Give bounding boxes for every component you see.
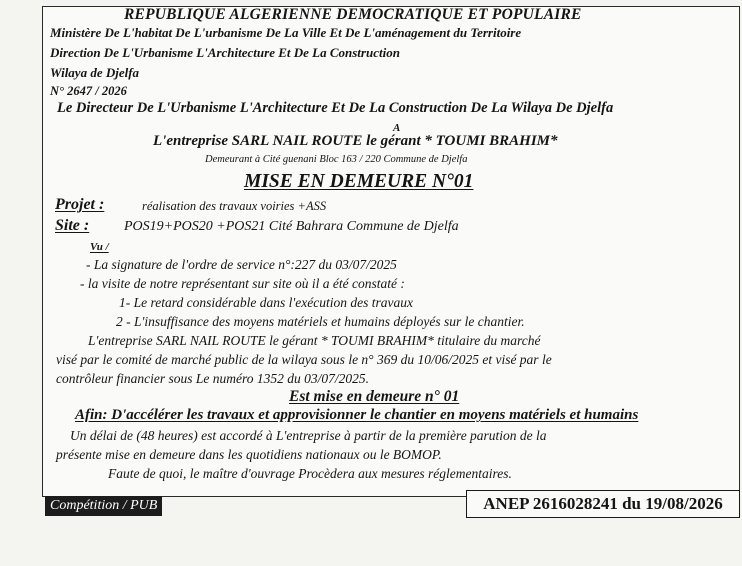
formal-notice: Est mise en demeure n° 01 xyxy=(289,388,460,405)
deadline-line: présente mise en demeure dans les quotidiens nationaux ou le BOMOP. xyxy=(56,447,442,462)
republic-title: REPUBLIQUE ALGERIENNE DEMOCRATIQUE ET POPULAIRE xyxy=(124,6,582,23)
to-word: A xyxy=(393,122,401,134)
notice-frame xyxy=(42,6,740,497)
body-paragraph-line: contrôleur financier sous Le numéro 1352 du 03/07/2025. xyxy=(56,371,369,386)
address-line: Demeurant à Cité guenani Bloc 163 / 220 Commune de Djelfa xyxy=(205,154,468,165)
project-value: réalisation des travaux voiries +ASS xyxy=(142,199,327,213)
site-label: Site : xyxy=(55,217,90,234)
closing-line: Faute de quoi, le maître d'ouvrage Procèdera aux mesures réglementaires. xyxy=(108,466,512,481)
recipient-line: L'entreprise SARL NAIL ROUTE le gérant * TOUMI BRAHIM* xyxy=(153,133,558,149)
consideration-line: 1- Le retard considérable dans l'exécution des travaux xyxy=(119,295,413,310)
site-value: POS19+POS20 +POS21 Cité Bahrara Commune de Djelfa xyxy=(124,219,459,234)
deadline-line: Un délai de (48 heures) est accordé à L'entreprise à partir de la première parution de la xyxy=(70,428,547,443)
consideration-line: - La signature de l'ordre de service n°:227 du 03/07/2025 xyxy=(86,257,397,272)
publication-badge: Compétition / PUB xyxy=(45,496,162,516)
wilaya-line: Wilaya de Djelfa xyxy=(50,65,140,80)
issuer-line: Le Directeur De L'Urbanisme L'Architecture Et De La Construction De La Wilaya De Djelfa xyxy=(57,100,614,116)
body-paragraph-line: visé par le comité de marché public de la wilaya sous le n° 369 du 10/06/2025 et visé par le xyxy=(56,352,552,367)
direction-line: Direction De L'Urbanisme L'Architecture Et De La Construction xyxy=(50,45,400,60)
ministry-line: Ministère De L'habitat De L'urbanisme De La Ville Et De L'aménagement du Territoire xyxy=(50,25,522,40)
purpose-line: Afin: D'accélérer les travaux et approvisionner le chantier en moyens matériels et humains xyxy=(75,407,639,423)
reference-number: N° 2647 / 2026 xyxy=(50,84,127,98)
vu-label: Vu / xyxy=(90,241,109,253)
consideration-line: 2 - L'insuffisance des moyens matériels et humains déployés sur le chantier. xyxy=(116,314,525,329)
anep-reference: ANEP 2616028241 du 19/08/2026 xyxy=(466,490,740,518)
body-paragraph-line: L'entreprise SARL NAIL ROUTE le gérant * TOUMI BRAHIM* titulaire du marché xyxy=(88,333,541,348)
consideration-line: - la visite de notre représentant sur site où il a été constaté : xyxy=(80,276,405,291)
main-title: MISE EN DEMEURE N°01 xyxy=(244,171,474,192)
project-label: Projet : xyxy=(55,196,105,213)
